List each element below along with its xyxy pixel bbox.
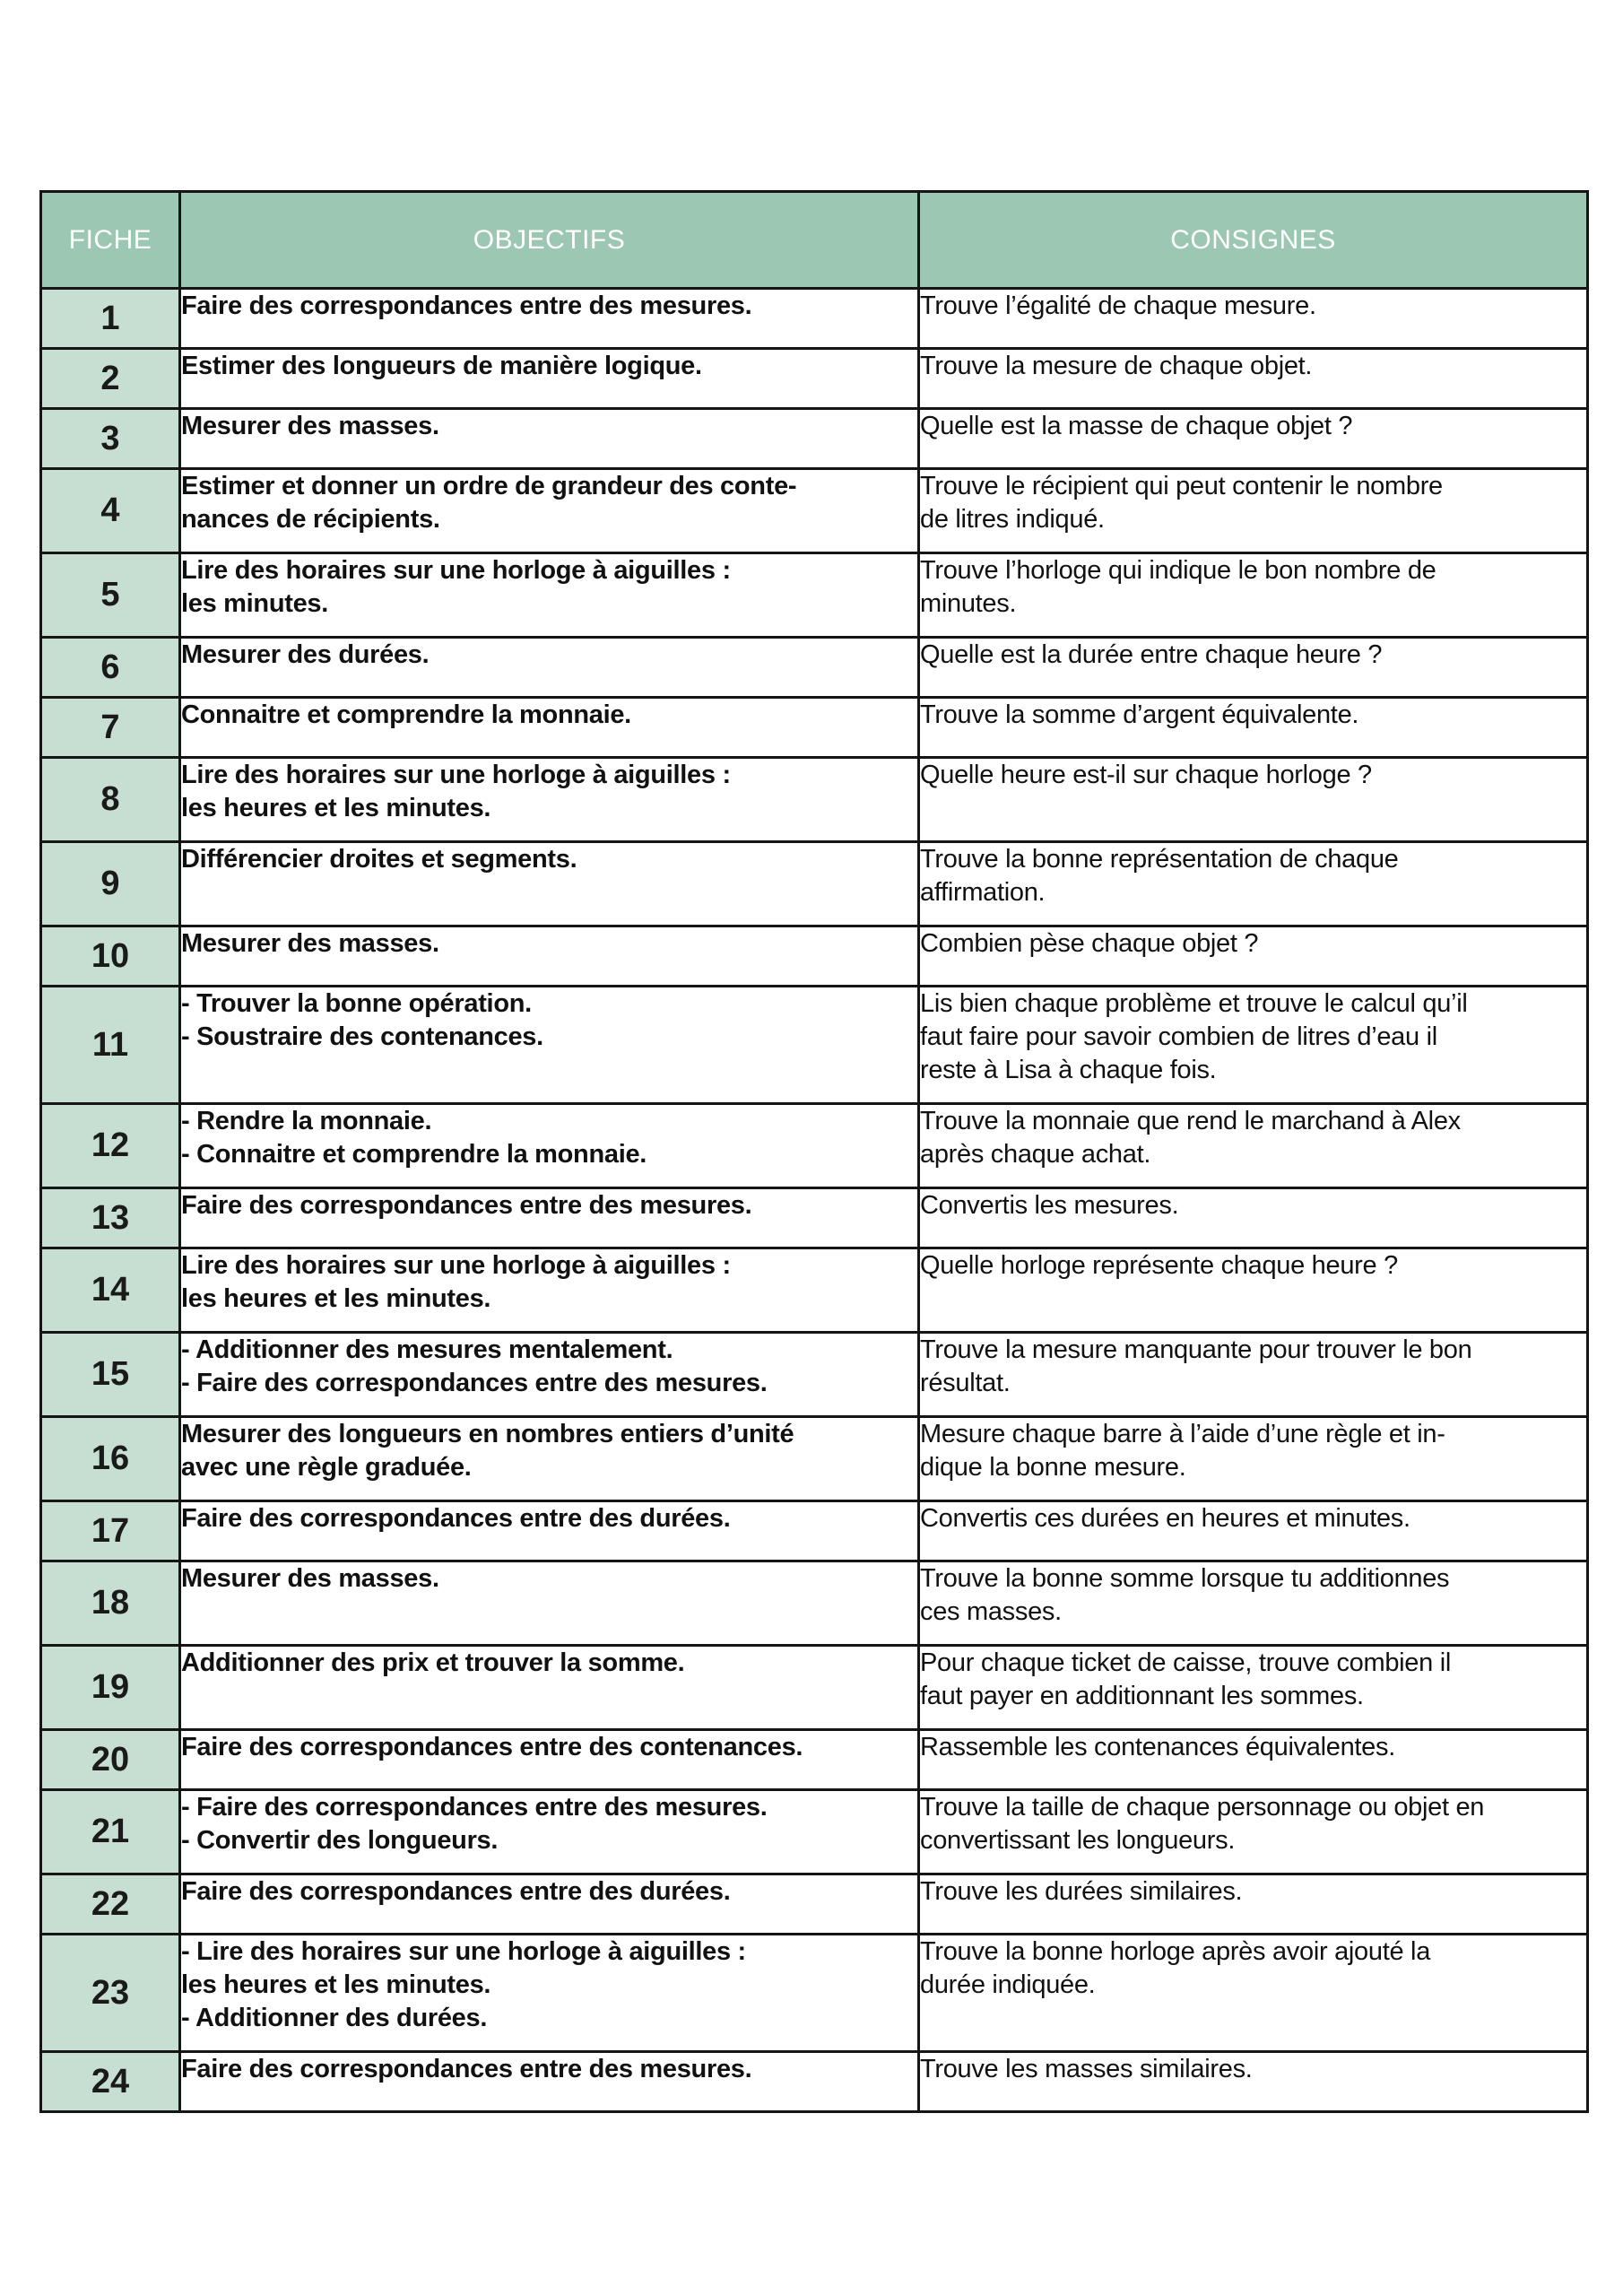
objectif-line: Mesurer des longueurs en nombres entiers d’unité — [181, 1420, 794, 1448]
consignes-cell — [919, 1790, 1588, 1874]
objectif-line: Mesurer des masses. — [181, 412, 439, 440]
table-row — [41, 1188, 1588, 1248]
objectif-line: - Convertir des longueurs. — [181, 1826, 499, 1855]
fiche-number: 24 — [41, 2052, 180, 2112]
objectif-line: - Additionner des mesures mentalement. — [181, 1335, 673, 1364]
fiche-number: 6 — [41, 638, 180, 698]
consignes-cell — [919, 1730, 1588, 1790]
consigne-line: Trouve les durées similaires. — [920, 1877, 1243, 1906]
consigne-line: de litres indiqué. — [920, 505, 1105, 534]
consigne-line: Quelle est la masse de chaque objet ? — [920, 412, 1353, 440]
objectifs-cell — [180, 1561, 919, 1646]
table-row — [41, 987, 1588, 1104]
objectif-line: nances de récipients. — [181, 505, 440, 534]
table-row — [41, 842, 1588, 926]
fiche-number: 16 — [41, 1417, 180, 1501]
objectifs-cell — [180, 469, 919, 553]
table-row — [41, 758, 1588, 842]
consigne-line: Convertis les mesures. — [920, 1191, 1179, 1220]
consigne-line: Quelle horloge représente chaque heure ? — [920, 1251, 1398, 1280]
consigne-line: Mesure chaque barre à l’aide d’une règle et in- — [920, 1420, 1445, 1448]
objectif-line: - Faire des correspondances entre des mesures. — [181, 1369, 768, 1397]
fiche-number: 22 — [41, 1874, 180, 1935]
objectifs-cell — [180, 926, 919, 987]
objectif-line: - Faire des correspondances entre des mesures. — [181, 1793, 768, 1822]
consignes-cell — [919, 1417, 1588, 1501]
table-row — [41, 1935, 1588, 2052]
objectif-line: - Connaitre et comprendre la monnaie. — [181, 1140, 647, 1169]
consignes-cell — [919, 1646, 1588, 1730]
table-row — [41, 1561, 1588, 1646]
consigne-line: faut faire pour savoir combien de litres d’eau il — [920, 1022, 1437, 1051]
consigne-line: Rassemble les contenances équivalentes. — [920, 1733, 1395, 1761]
header-consignes: CONSIGNES — [919, 192, 1588, 289]
fiche-number: 18 — [41, 1561, 180, 1646]
table-row — [41, 1501, 1588, 1561]
header-objectifs: OBJECTIFS — [180, 192, 919, 289]
objectif-line: Lire des horaires sur une horloge à aiguilles : — [181, 556, 731, 585]
consigne-line: Quelle est la durée entre chaque heure ? — [920, 640, 1383, 669]
consignes-cell — [919, 1935, 1588, 2052]
objectifs-cell — [180, 1104, 919, 1188]
consigne-line: Lis bien chaque problème et trouve le calcul qu’il — [920, 989, 1468, 1018]
consigne-line: Quelle heure est-il sur chaque horloge ? — [920, 761, 1372, 789]
table-row — [41, 1417, 1588, 1501]
objectif-line: Faire des correspondances entre des contenances. — [181, 1733, 803, 1761]
fiche-number: 12 — [41, 1104, 180, 1188]
table-row — [41, 409, 1588, 469]
objectifs-cell — [180, 1935, 919, 2052]
objectif-line: Estimer et donner un ordre de grandeur des conte- — [181, 472, 797, 500]
fiche-number: 19 — [41, 1646, 180, 1730]
table-row — [41, 289, 1588, 349]
consigne-line: Trouve la taille de chaque personnage ou objet en — [920, 1793, 1485, 1822]
fiche-number: 23 — [41, 1935, 180, 2052]
consigne-line: ces masses. — [920, 1597, 1062, 1626]
consignes-cell — [919, 553, 1588, 638]
objectif-line: Faire des correspondances entre des mesures. — [181, 291, 752, 320]
objectifs-cell — [180, 1790, 919, 1874]
objectif-line: Faire des correspondances entre des mesures. — [181, 1191, 752, 1220]
consigne-line: Trouve la somme d’argent équivalente. — [920, 700, 1359, 729]
fiche-number: 2 — [41, 349, 180, 409]
consignes-cell — [919, 1248, 1588, 1333]
consignes-cell — [919, 1333, 1588, 1417]
header-fiche: FICHE — [41, 192, 180, 289]
fiche-number: 13 — [41, 1188, 180, 1248]
fiche-number: 10 — [41, 926, 180, 987]
consignes-cell — [919, 289, 1588, 349]
objectif-line: Additionner des prix et trouver la somme. — [181, 1648, 685, 1677]
objectif-line: Lire des horaires sur une horloge à aiguilles : — [181, 1251, 731, 1280]
objectif-line: Connaitre et comprendre la monnaie. — [181, 700, 631, 729]
consigne-line: résultat. — [920, 1369, 1011, 1397]
table-row — [41, 553, 1588, 638]
objectifs-cell — [180, 758, 919, 842]
objectifs-cell — [180, 349, 919, 409]
consignes-cell — [919, 349, 1588, 409]
objectif-line: Mesurer des durées. — [181, 640, 430, 669]
consigne-line: Trouve l’égalité de chaque mesure. — [920, 291, 1316, 320]
table-header-row — [41, 192, 1588, 289]
table-row — [41, 1333, 1588, 1417]
objectifs-cell — [180, 1248, 919, 1333]
consignes-cell — [919, 469, 1588, 553]
consignes-cell — [919, 758, 1588, 842]
table-row — [41, 2052, 1588, 2112]
consignes-cell — [919, 842, 1588, 926]
objectifs-cell — [180, 1188, 919, 1248]
fiche-number: 20 — [41, 1730, 180, 1790]
consigne-line: reste à Lisa à chaque fois. — [920, 1056, 1217, 1084]
objectif-line: Mesurer des masses. — [181, 1564, 439, 1593]
consigne-line: Trouve les masses similaires. — [920, 2055, 1253, 2083]
objectif-line: avec une règle graduée. — [181, 1453, 472, 1482]
consigne-line: convertissant les longueurs. — [920, 1826, 1236, 1855]
consignes-cell — [919, 638, 1588, 698]
consigne-line: Trouve la mesure manquante pour trouver le bon — [920, 1335, 1472, 1364]
objectifs-cell — [180, 1730, 919, 1790]
fiche-number: 3 — [41, 409, 180, 469]
consigne-line: Trouve la mesure de chaque objet. — [920, 352, 1313, 380]
objectif-line: Mesurer des masses. — [181, 929, 439, 958]
objectif-line: - Soustraire des contenances. — [181, 1022, 543, 1051]
fiche-number: 15 — [41, 1333, 180, 1417]
consigne-line: Trouve le récipient qui peut contenir le nombre — [920, 472, 1443, 500]
consigne-line: Trouve la bonne horloge après avoir ajouté la — [920, 1937, 1431, 1966]
objectif-line: - Additionner des durées. — [181, 2004, 488, 2032]
objectif-line: - Lire des horaires sur une horloge à aiguilles : — [181, 1937, 746, 1966]
consignes-cell — [919, 926, 1588, 987]
table-row — [41, 349, 1588, 409]
objectif-line: les heures et les minutes. — [181, 1284, 491, 1313]
objectif-line: - Trouver la bonne opération. — [181, 989, 532, 1018]
consigne-line: après chaque achat. — [920, 1140, 1151, 1169]
consigne-line: durée indiquée. — [920, 1970, 1096, 1999]
table-row — [41, 469, 1588, 553]
consignes-cell — [919, 987, 1588, 1104]
table-row — [41, 698, 1588, 758]
fiche-number: 5 — [41, 553, 180, 638]
consignes-cell — [919, 1501, 1588, 1561]
objectifs-cell — [180, 289, 919, 349]
consigne-line: Trouve la monnaie que rend le marchand à Alex — [920, 1107, 1461, 1135]
objectif-line: les heures et les minutes. — [181, 1970, 491, 1999]
table-row — [41, 1248, 1588, 1333]
consignes-cell — [919, 1874, 1588, 1935]
table-body — [41, 289, 1588, 2112]
fiche-number: 11 — [41, 987, 180, 1104]
objectifs-cell — [180, 553, 919, 638]
consignes-cell — [919, 1188, 1588, 1248]
consigne-line: Combien pèse chaque objet ? — [920, 929, 1259, 958]
objectifs-cell — [180, 842, 919, 926]
consignes-cell — [919, 1104, 1588, 1188]
consigne-line: affirmation. — [920, 878, 1046, 907]
consignes-cell — [919, 1561, 1588, 1646]
table-row — [41, 926, 1588, 987]
objectif-line: Faire des correspondances entre des durées. — [181, 1877, 731, 1906]
fiche-number: 17 — [41, 1501, 180, 1561]
fiche-number: 8 — [41, 758, 180, 842]
objectif-line: les heures et les minutes. — [181, 794, 491, 822]
objectifs-cell — [180, 1417, 919, 1501]
consigne-line: Trouve la bonne somme lorsque tu additionnes — [920, 1564, 1450, 1593]
objectifs-cell — [180, 698, 919, 758]
consigne-line: Trouve l’horloge qui indique le bon nombre de — [920, 556, 1436, 585]
consignes-cell — [919, 698, 1588, 758]
objectifs-cell — [180, 987, 919, 1104]
objectifs-cell — [180, 638, 919, 698]
objectifs-cell — [180, 409, 919, 469]
table-row — [41, 1730, 1588, 1790]
consigne-line: faut payer en additionnant les sommes. — [920, 1682, 1364, 1710]
consigne-line: minutes. — [920, 589, 1017, 618]
table-row — [41, 1104, 1588, 1188]
fiche-number: 9 — [41, 842, 180, 926]
objectifs-cell — [180, 1646, 919, 1730]
fiche-number: 1 — [41, 289, 180, 349]
consigne-line: Trouve la bonne représentation de chaque — [920, 845, 1399, 874]
table-row — [41, 1874, 1588, 1935]
table-row — [41, 1790, 1588, 1874]
objectif-line: les minutes. — [181, 589, 329, 618]
table-row — [41, 1646, 1588, 1730]
objectif-line: Lire des horaires sur une horloge à aiguilles : — [181, 761, 731, 789]
fiche-number: 14 — [41, 1248, 180, 1333]
fiche-number: 21 — [41, 1790, 180, 1874]
consigne-line: Pour chaque ticket de caisse, trouve combien il — [920, 1648, 1451, 1677]
consignes-cell — [919, 2052, 1588, 2112]
consigne-line: Convertis ces durées en heures et minutes. — [920, 1504, 1410, 1533]
objectifs-cell — [180, 1874, 919, 1935]
objectifs-cell — [180, 1501, 919, 1561]
objectifs-cell — [180, 2052, 919, 2112]
objectifs-cell — [180, 1333, 919, 1417]
objectif-line: Différencier droites et segments. — [181, 845, 577, 874]
objectif-line: - Rendre la monnaie. — [181, 1107, 432, 1135]
fiches-table — [39, 190, 1589, 2113]
objectif-line: Faire des correspondances entre des mesures. — [181, 2055, 752, 2083]
objectif-line: Estimer des longueurs de manière logique. — [181, 352, 702, 380]
consigne-line: dique la bonne mesure. — [920, 1453, 1186, 1482]
fiche-number: 7 — [41, 698, 180, 758]
consignes-cell — [919, 409, 1588, 469]
objectif-line: Faire des correspondances entre des durées. — [181, 1504, 731, 1533]
table-row — [41, 638, 1588, 698]
fiche-number: 4 — [41, 469, 180, 553]
